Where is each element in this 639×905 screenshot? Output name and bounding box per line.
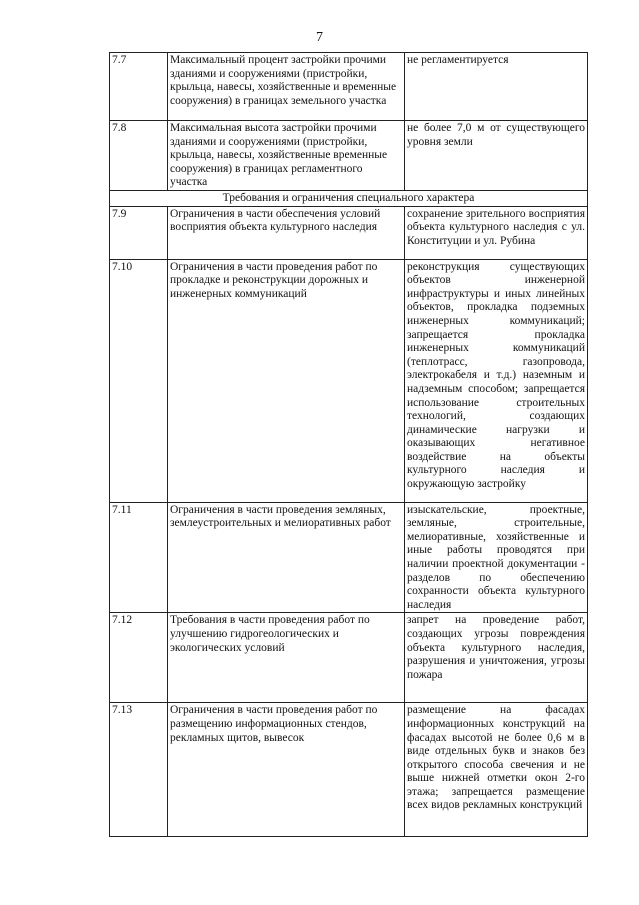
row-value: реконструкция существующих объектов инженерной инфраструктуры и иных линейных объектов, прокладка подземных инженерных коммуникаций; запрещается прокладка инженерных коммуникаций (теплотрасс, газопровода, электрокабеля и т.д.) наземным и надземным способом; запрещается использование строительных технологий, создающих динамические нагрузки и оказывающих негативное воздействие на объекты культурного наследия и окружающую застройку bbox=[405, 259, 588, 502]
table-row bbox=[110, 121, 588, 191]
row-number: 7.13 bbox=[110, 703, 168, 837]
row-number: 7.10 bbox=[110, 259, 168, 502]
section-header-row bbox=[110, 190, 588, 206]
table-row bbox=[110, 259, 588, 502]
row-number: 7.12 bbox=[110, 613, 168, 703]
row-value: сохранение зрительного восприятия объекта культурного наследия с ул. Конституции и ул. Рубина bbox=[405, 206, 588, 259]
row-requirement: Максимальная высота застройки прочими зданиями и сооружениями (пристройки, крыльца, навесы, хозяйственные временные сооружения) в границах регламентного участка bbox=[168, 121, 405, 191]
row-requirement: Ограничения в части обеспечения условий восприятия объекта культурного наследия bbox=[168, 206, 405, 259]
row-requirement: Ограничения в части проведения земляных, землеустроительных и мелиоративных работ bbox=[168, 502, 405, 613]
table-row bbox=[110, 206, 588, 259]
regulations-table bbox=[109, 52, 588, 837]
table-row bbox=[110, 703, 588, 837]
row-value: запрет на проведение работ, создающих угрозы повреждения объекта культурного наследия, разрушения и уничтожения, угрозы пожара bbox=[405, 613, 588, 703]
row-number: 7.9 bbox=[110, 206, 168, 259]
table-row bbox=[110, 53, 588, 121]
row-requirement: Требования в части проведения работ по улучшению гидрогеологических и экологических условий bbox=[168, 613, 405, 703]
section-header: Требования и ограничения специального характера bbox=[110, 190, 588, 206]
row-requirement: Ограничения в части проведения работ по прокладке и реконструкции дорожных и инженерных коммуникаций bbox=[168, 259, 405, 502]
table-row bbox=[110, 502, 588, 613]
row-number: 7.7 bbox=[110, 53, 168, 121]
row-value: не более 7,0 м от существующего уровня земли bbox=[405, 121, 588, 191]
row-value: размещение на фасадах информационных конструкций на фасадах высотой не более 0,6 м в виде отдельных букв и знаков без открытого способа свечения и не выше нижней отметки окон 2-го этажа; запрещается размещение всех видов рекламных конструкций bbox=[405, 703, 588, 837]
page-number: 7 bbox=[316, 30, 323, 45]
row-value: изыскательские, проектные, земляные, строительные, мелиоративные, хозяйственные и иные работы проводятся при наличии проектной документации - разделов по обеспечению сохранности объекта культурного наследия bbox=[405, 502, 588, 613]
row-requirement: Максимальный процент застройки прочими зданиями и сооружениями (пристройки, крыльца, навесы, хозяйственные и временные сооружения) в границах земельного участка bbox=[168, 53, 405, 121]
row-value: не регламентируется bbox=[405, 53, 588, 121]
row-requirement: Ограничения в части проведения работ по размещению информационных стендов, рекламных щитов, вывесок bbox=[168, 703, 405, 837]
table-row bbox=[110, 613, 588, 703]
row-number: 7.11 bbox=[110, 502, 168, 613]
row-number: 7.8 bbox=[110, 121, 168, 191]
